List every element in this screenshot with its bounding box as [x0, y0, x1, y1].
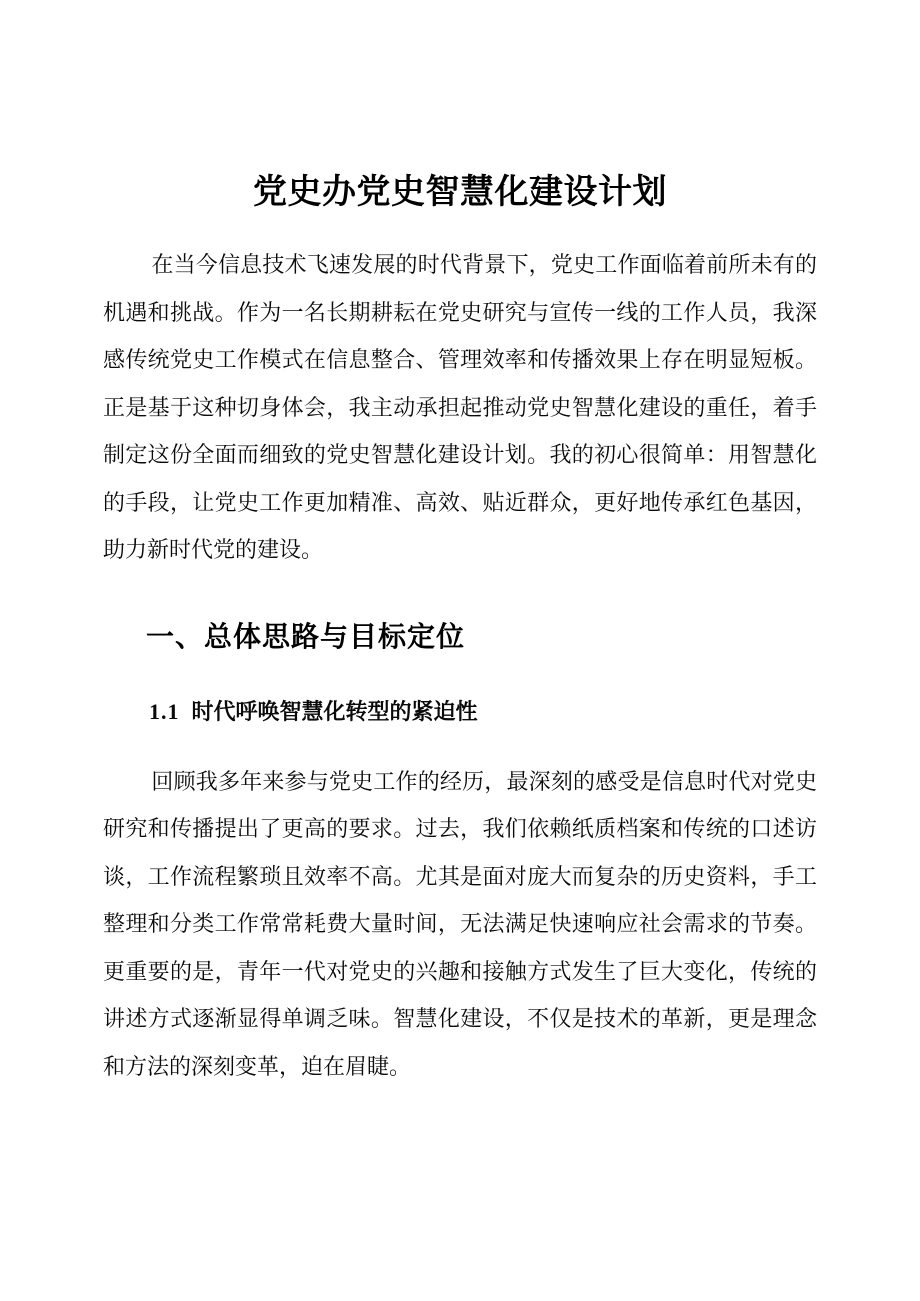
document-content	[103, 0, 817, 1090]
subsection-heading-1-1	[149, 695, 817, 728]
intro-paragraph: 在当今信息技术飞速发展的时代背景下，党史工作面临着前所未有的机遇和挑战。作为一名长期耕耘在党史研究与宣传一线的工作人员，我深感传统党史工作模式在信息整合、管理效率和传播效果上存在明显短板。正是基于这种切身体会，我主动承担起推动党史智慧化建设的重任，着手制定这份全面而细致的党史智慧化建设计划。我的初心很简单：用智慧化的手段，让党史工作更加精准、高效、贴近群众，更好地传承红色基因，助力新时代党的建设。	[103, 252, 817, 562]
document-title: 党史办党史智慧化建设计划	[253, 173, 667, 211]
subsection-title: 时代呼唤智慧化转型的紧迫性	[191, 698, 478, 724]
section-heading-1: 一、总体思路与目标定位	[146, 620, 466, 652]
subsection-body-paragraph: 回顾我多年来参与党史工作的经历，最深刻的感受是信息时代对党史研究和传播提出了更高的要求。过去，我们依赖纸质档案和传统的口述访谈，工作流程繁琐且效率不高。尤其是面对庞大而复杂的历史资料，手工整理和分类工作常常耗费大量时间，无法满足快速响应社会需求的节奏。更重要的是，青年一代对党史的兴趣和接触方式发生了巨大变化，传统的讲述方式逐渐显得单调乏味。智慧化建设，不仅是技术的革新，更是理念和方法的深刻变革，迫在眉睫。	[103, 768, 817, 1079]
subsection-number: 1.1	[149, 698, 180, 724]
